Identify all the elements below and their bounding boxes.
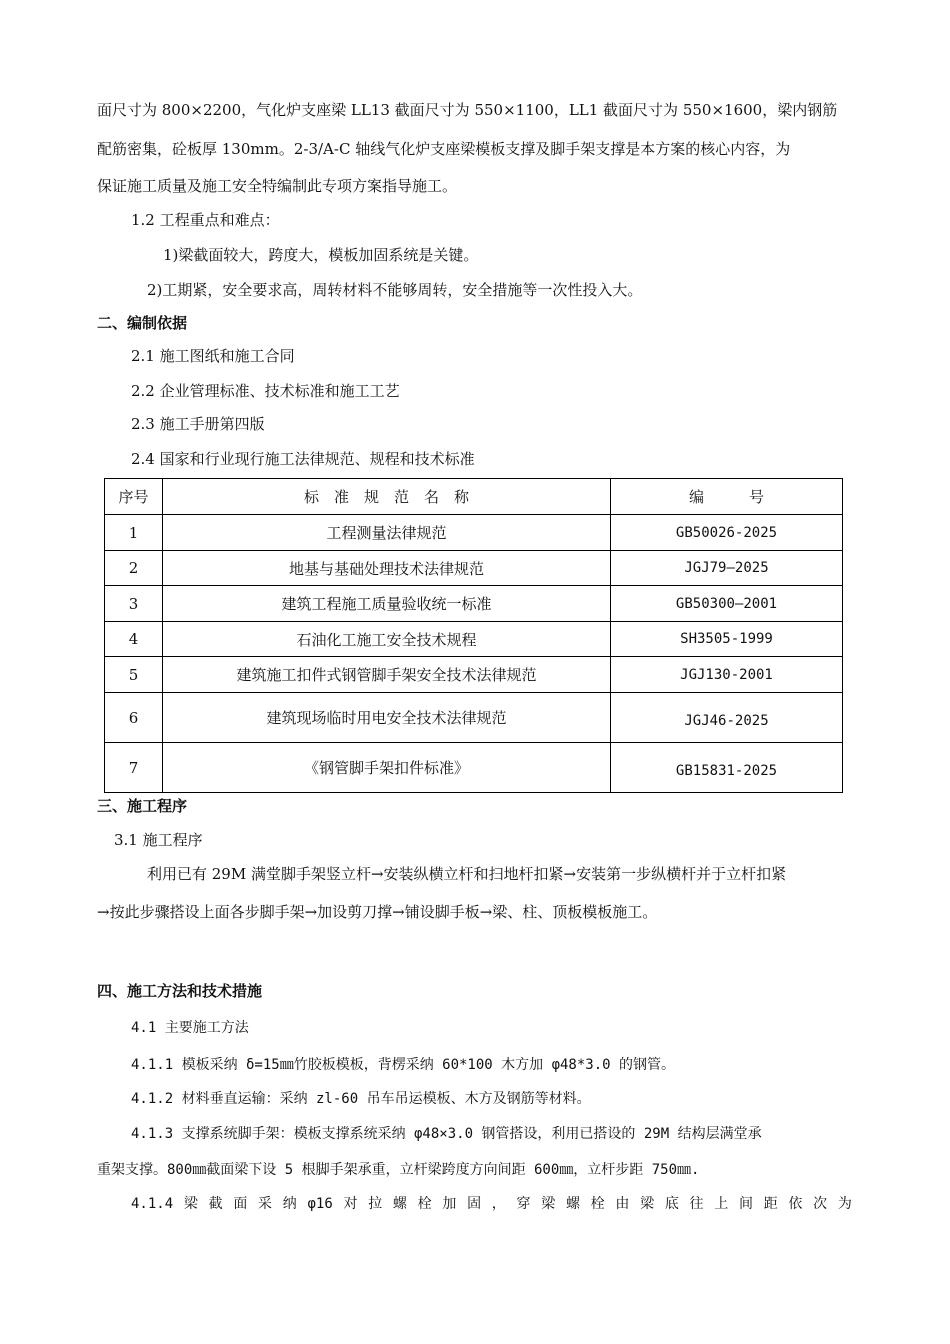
row-index: 5 bbox=[105, 657, 163, 693]
text-fragment: 加 bbox=[442, 1196, 457, 1212]
text-fragment: 为 bbox=[837, 1196, 852, 1212]
header-index: 序号 bbox=[105, 479, 163, 515]
text-fragment: 距 bbox=[763, 1196, 778, 1212]
text-fragment: 穿 bbox=[516, 1196, 531, 1212]
procedure-line-1: 利用已有 29M 满堂脚手架竖立杆→安装纵横立杆和扫地杆扣紧→安装第一步纵横杆并于立杆扣紧 bbox=[147, 865, 787, 883]
basis-item-2-4: 2.4 国家和行业现行施工法律规范、规程和技术标准 bbox=[131, 450, 475, 468]
header-standard-name: 标 准 规 范 名 称 bbox=[163, 479, 611, 515]
text-fragment: 对 bbox=[343, 1196, 358, 1212]
row-code: GB15831-2025 bbox=[611, 743, 843, 793]
intro-line-1: 面尺寸为 800×2200，气化炉支座梁 LL13 截面尺寸为 550×1100，LL1 截面尺寸为 550×1600，梁内钢筋 bbox=[97, 101, 838, 119]
text-fragment: 4.1.4 bbox=[131, 1196, 174, 1212]
row-index: 6 bbox=[105, 693, 163, 743]
text-fragment: 栓 bbox=[590, 1196, 605, 1212]
method-4-1-3-line-1: 4.1.3 支撑系统脚手架：模板支撑系统采纳 φ48×3.0 钢管搭设，利用已搭设的 29M 结构层满堂承 bbox=[131, 1126, 762, 1142]
text-fragment: 底 bbox=[664, 1196, 679, 1212]
section-4-1-title: 4.1 主要施工方法 bbox=[131, 1020, 249, 1036]
row-standard-name: 地基与基础处理技术法律规范 bbox=[163, 551, 611, 586]
row-code: GB50300—2001 bbox=[611, 586, 843, 622]
text-fragment: 由 bbox=[615, 1196, 630, 1212]
row-standard-name: 工程测量法律规范 bbox=[163, 515, 611, 551]
text-fragment: 截 bbox=[208, 1196, 223, 1212]
text-fragment: 梁 bbox=[640, 1196, 655, 1212]
row-code: JGJ130-2001 bbox=[611, 657, 843, 693]
difficulty-item-1: 1)梁截面较大，跨度大，模板加固系统是关键。 bbox=[163, 246, 479, 264]
section-2-heading: 二、编制依据 bbox=[97, 314, 188, 332]
table-header-row bbox=[105, 479, 843, 515]
text-fragment: 往 bbox=[689, 1196, 704, 1212]
table-row bbox=[105, 515, 843, 551]
text-fragment: 螺 bbox=[392, 1196, 407, 1212]
text-fragment: 上 bbox=[714, 1196, 729, 1212]
row-index: 4 bbox=[105, 622, 163, 657]
row-standard-name: 建筑施工扣件式钢管脚手架安全技术法律规范 bbox=[163, 657, 611, 693]
text-fragment: 拉 bbox=[368, 1196, 383, 1212]
intro-line-2: 配筋密集，砼板厚 130mm。2-3/A-C 轴线气化炉支座梁模板支撑及脚手架支撑是本方案的核心内容，为 bbox=[97, 140, 791, 158]
procedure-line-2: →按此步骤搭设上面各步脚手架→加设剪刀撑→铺设脚手板→梁、柱、顶板模板施工。 bbox=[97, 903, 658, 921]
text-fragment: 间 bbox=[738, 1196, 753, 1212]
row-code: JGJ79—2025 bbox=[611, 551, 843, 586]
header-code: 编 号 bbox=[611, 479, 843, 515]
table-row bbox=[105, 586, 843, 622]
section-1-2-title: 1.2 工程重点和难点： bbox=[131, 211, 280, 229]
text-fragment: 梁 bbox=[183, 1196, 198, 1212]
row-standard-name: 建筑工程施工质量验收统一标准 bbox=[163, 586, 611, 622]
row-standard-name: 《钢管脚手架扣件标准》 bbox=[163, 743, 611, 793]
table-row bbox=[105, 693, 843, 743]
section-3-1-title: 3.1 施工程序 bbox=[114, 831, 203, 849]
row-standard-name: 石油化工施工安全技术规程 bbox=[163, 622, 611, 657]
text-fragment: 采 bbox=[258, 1196, 273, 1212]
section-3-heading: 三、施工程序 bbox=[97, 797, 188, 815]
table-row bbox=[105, 551, 843, 586]
text-fragment: 栓 bbox=[417, 1196, 432, 1212]
row-index: 7 bbox=[105, 743, 163, 793]
text-fragment: 面 bbox=[233, 1196, 248, 1212]
text-fragment: 依 bbox=[788, 1196, 803, 1212]
section-4-heading: 四、施工方法和技术措施 bbox=[97, 982, 263, 1000]
text-fragment: 次 bbox=[813, 1196, 828, 1212]
table-row bbox=[105, 657, 843, 693]
row-code: SH3505-1999 bbox=[611, 622, 843, 657]
method-4-1-4-line bbox=[131, 1194, 852, 1214]
method-4-1-3-line-2: 重架支撑。800㎜截面梁下设 5 根脚手架承重，立杆梁跨度方向间距 600㎜，立杆步距 750㎜. bbox=[97, 1162, 700, 1178]
table-row bbox=[105, 622, 843, 657]
difficulty-item-2: 2)工期紧，安全要求高，周转材料不能够周转，安全措施等一次性投入大。 bbox=[147, 281, 643, 299]
row-code: JGJ46-2025 bbox=[611, 693, 843, 743]
basis-item-2-1: 2.1 施工图纸和施工合同 bbox=[131, 347, 295, 365]
row-index: 1 bbox=[105, 515, 163, 551]
row-code: GB50026-2025 bbox=[611, 515, 843, 551]
text-fragment: φ16 bbox=[307, 1196, 333, 1212]
text-fragment: 固 bbox=[467, 1196, 482, 1212]
row-standard-name: 建筑现场临时用电安全技术法律规范 bbox=[163, 693, 611, 743]
row-index: 2 bbox=[105, 551, 163, 586]
table-row bbox=[105, 743, 843, 793]
text-fragment: 螺 bbox=[565, 1196, 580, 1212]
text-fragment: 纳 bbox=[282, 1196, 297, 1212]
method-4-1-1: 4.1.1 模板采纳 δ=15㎜竹胶板模板，背楞采纳 60*100 木方加 φ48*3.0 的钢管。 bbox=[131, 1057, 676, 1073]
text-fragment: ， bbox=[491, 1196, 506, 1212]
intro-line-3: 保证施工质量及施工安全特编制此专项方案指导施工。 bbox=[97, 177, 458, 195]
standards-table bbox=[104, 478, 843, 793]
text-fragment: 梁 bbox=[541, 1196, 556, 1212]
method-4-1-2: 4.1.2 材料垂直运输：采纳 zl-60 吊车吊运模板、木方及钢筋等材料。 bbox=[131, 1091, 591, 1107]
basis-item-2-2: 2.2 企业管理标准、技术标准和施工工艺 bbox=[131, 382, 400, 400]
basis-item-2-3: 2.3 施工手册第四版 bbox=[131, 415, 265, 433]
row-index: 3 bbox=[105, 586, 163, 622]
